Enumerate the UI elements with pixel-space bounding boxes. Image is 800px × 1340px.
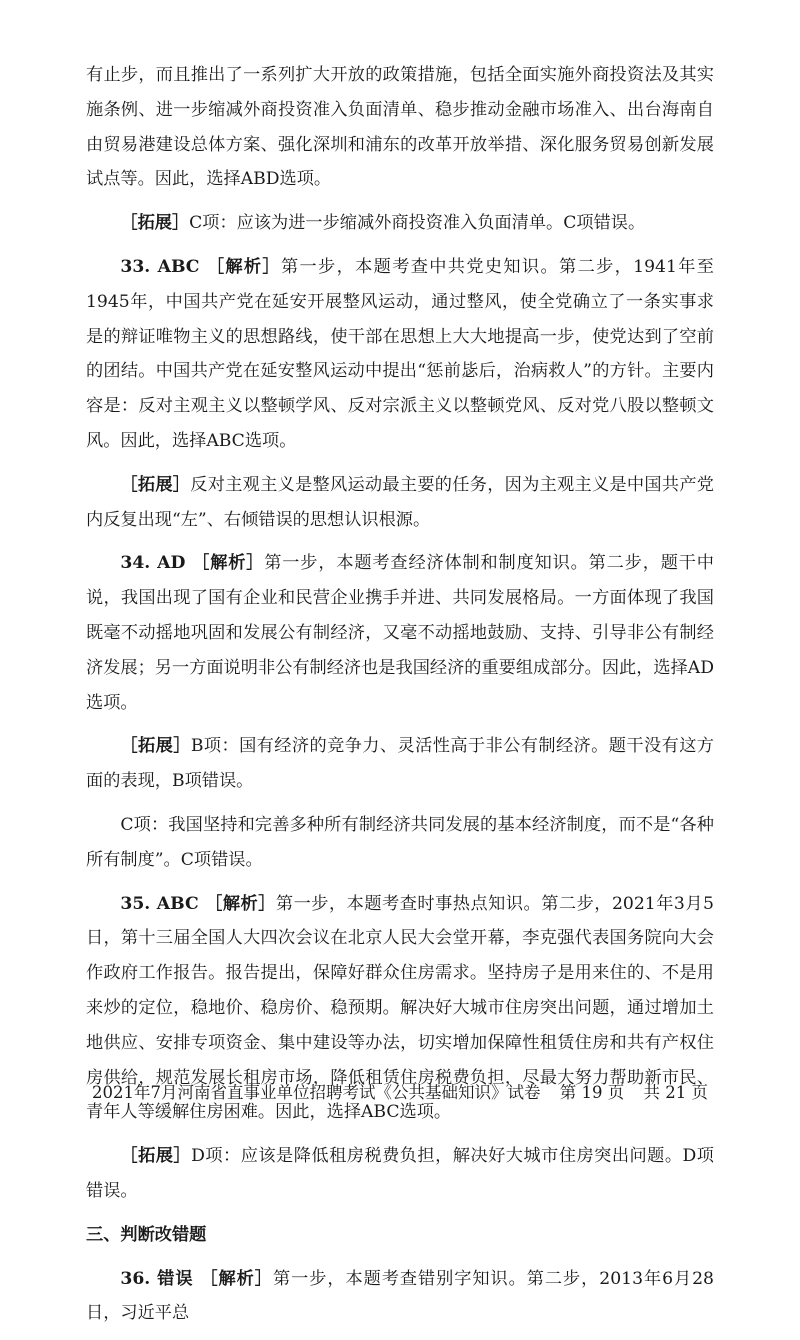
paragraph-text: 第一步，本题考查错别字知识。第二步，2013年6月28日，习近平总 xyxy=(86,1268,714,1324)
paragraph-1 xyxy=(86,58,714,197)
question-label: 36. 错误 ［解析］ xyxy=(120,1268,273,1289)
paragraph-tag: ［拓展］ xyxy=(120,736,191,757)
paragraph-text: C项：我国坚持和完善多种所有制经济共同发展的基本经济制度，而不是“各种所有制度”。C项错误。 xyxy=(86,814,714,870)
page-content xyxy=(86,58,714,1340)
paragraph-text: B项：国有经济的竞争力、灵活性高于非公有制经济。题干没有这方面的表现，B项错误。 xyxy=(86,736,714,792)
paragraph-5 xyxy=(86,546,714,720)
paragraph-tag: ［拓展］ xyxy=(120,213,190,234)
paragraph-6 xyxy=(86,729,714,799)
paragraph-text: 第一步，本题考查经济体制和制度知识。第二步，题干中说，我国出现了国有企业和民营企业携手并进、共同发展格局。一方面体现了我国既毫不动摇地巩固和发展公有制经济，又毫不动摇地鼓励、支持、引导非公有制经济发展；另一方面说明非公有制经济也是我国经济的重要组成部分。因此，选择AD选项。 xyxy=(86,553,714,713)
question-label: 34. AD ［解析］ xyxy=(120,553,265,574)
paragraph-text: 第一步，本题考查中共党史知识。第二步，1941年至1945年，中国共产党在延安开展整风运动，通过整风，使全党确立了一条实事求是的辩证唯物主义的思想路线，使干部在思想上大大地提高一步，使党达到了空前的团结。中国共产党在延安整风运动中提出“惩前毖后，治病救人”的方针。主要内容是：反对主观主义以整顿学风、反对宗派主义以整顿党风、反对党八股以整顿文风。因此，选择ABC选项。 xyxy=(86,256,714,451)
paragraph-text: 有止步，而且推出了一系列扩大开放的政策措施，包括全面实施外商投资法及其实施条例、进一步缩减外商投资准入负面清单、稳步推动金融市场准入、出台海南自由贸易港建设总体方案、强化深圳和浦东的改革开放举措、深化服务贸易创新发展试点等。因此，选择ABD选项。 xyxy=(86,65,714,190)
paragraph-tag: ［拓展］ xyxy=(120,474,191,495)
page-footer xyxy=(0,1082,800,1104)
paragraph-3 xyxy=(86,250,714,459)
paragraph-text: 反对主观主义是整风运动最主要的任务，因为主观主义是中国共产党内反复出现“左”、右倾错误的思想认识根源。 xyxy=(86,474,714,530)
paragraph-4 xyxy=(86,468,714,538)
footer-total-pages: 共 21 页 xyxy=(643,1083,708,1102)
paragraph-text: C项：应该为进一步缩减外商投资准入负面清单。C项错误。 xyxy=(189,213,646,234)
footer-page-number: 第 19 页 xyxy=(559,1083,625,1102)
paragraph-text: D项：应该是降低租房税费负担，解决好大城市住房突出问题。D项错误。 xyxy=(86,1146,714,1201)
paragraph-2 xyxy=(86,206,714,241)
paragraph-tag: ［拓展］ xyxy=(120,1146,192,1167)
paragraph-7 xyxy=(86,808,714,878)
paragraph-9 xyxy=(86,1139,714,1209)
question-label: 35. ABC ［解析］ xyxy=(120,893,276,914)
footer-title: 2021年7月河南省直事业单位招聘考试《公共基础知识》试卷 xyxy=(92,1083,541,1102)
paragraph-text: 第一步，本题考查时事热点知识。第二步，2021年3月5日，第十三届全国人大四次会议在北京人民大会堂开幕，李克强代表国务院向大会作政府工作报告。报告提出，保障好群众住房需求。坚持房子是用来住的、不是用来炒的定位，稳地价、稳房价、稳预期。解决好大城市住房突出问题，通过增加土地供应、安排专项资金、集中建设等办法，切实增加保障性租赁住房和共有产权住房供给，规范发展长租房市场，降低租赁住房税费负担，尽最大努力帮助新市民、青年人等缓解住房困难。因此，选择ABC选项。 xyxy=(86,893,714,1123)
section-title: 三、判断改错题 xyxy=(86,1224,207,1245)
paragraph-10 xyxy=(86,1262,714,1332)
question-label: 33. ABC ［解析］ xyxy=(120,256,281,277)
